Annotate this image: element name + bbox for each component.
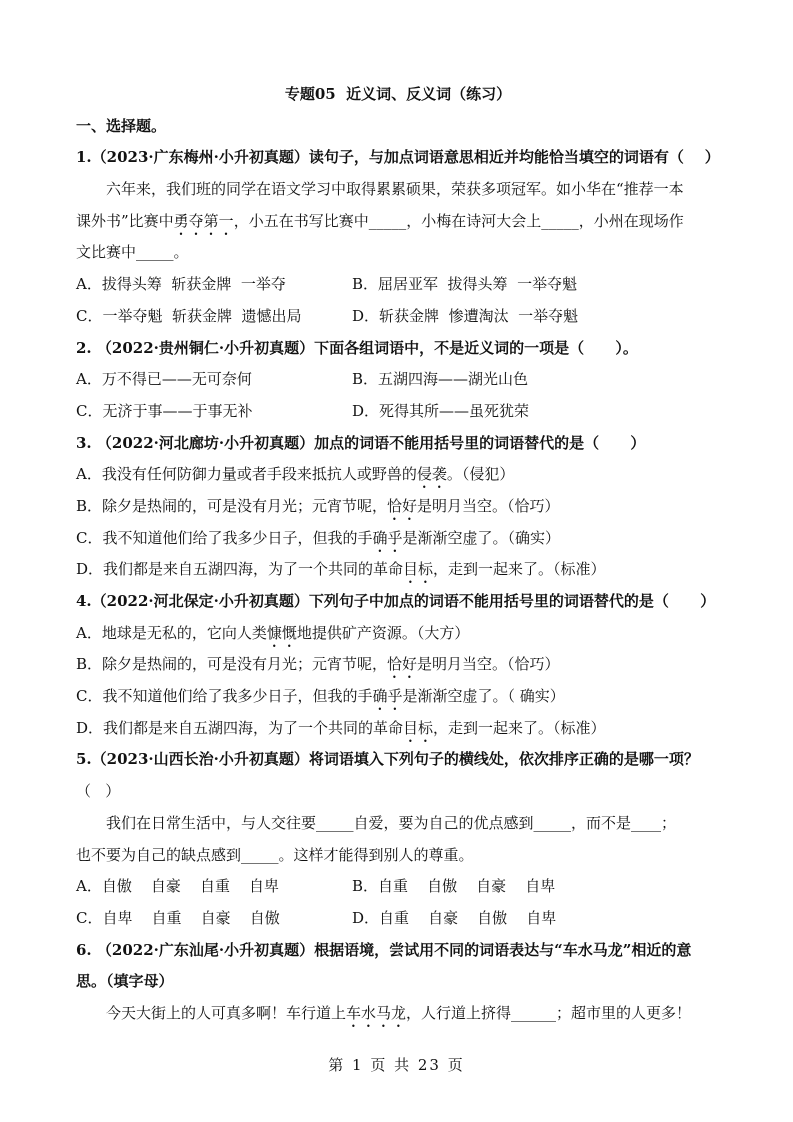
text-segment: 4.（2022·河北保定·小升初真题）下列句子中加点的词语不能用括号里的词语替代的是（ ） bbox=[76, 592, 716, 610]
emphasized-word: 恰好 bbox=[387, 655, 418, 674]
question-heading bbox=[76, 111, 720, 143]
text-segment: B．除夕是热闹的，可是没有月光；元宵节呢， bbox=[76, 496, 388, 515]
emphasized-word: 目标 bbox=[403, 718, 434, 737]
text-segment: 课外书”比赛中 bbox=[76, 211, 174, 230]
text-line bbox=[76, 776, 720, 808]
text-segment: 一、选择题。 bbox=[76, 116, 167, 135]
text-segment: D．我们都是来自五湖四海，为了一个共同的革命 bbox=[76, 718, 404, 737]
text-segment: 2. （2022·贵州铜仁·小升初真题）下面各组词语中，不是近义词的一项是（ ）。 bbox=[76, 338, 638, 357]
text-line bbox=[76, 491, 720, 523]
question-heading bbox=[76, 744, 720, 776]
options-row bbox=[76, 871, 720, 903]
text-segment: 是明月当空。（恰巧） bbox=[417, 496, 560, 515]
text-line bbox=[76, 840, 720, 872]
text-segment: A．我没有任何防御力量或者手段来抵抗人或野兽的 bbox=[76, 465, 417, 484]
emphasized-word: 勇夺第一 bbox=[173, 211, 234, 230]
option: D．死得其所——虽死犹荣 bbox=[352, 401, 530, 420]
emphasized-word: 侵袭 bbox=[416, 465, 447, 484]
option: C．无济于事——于事无补 bbox=[76, 401, 253, 420]
question-heading bbox=[76, 966, 720, 998]
text-segment: 是明月当空。（恰巧） bbox=[417, 655, 560, 674]
text-segment: 3. （2022·河北廊坊·小升初真题）加点的词语不能用括号里的词语替代的是（ ） bbox=[76, 433, 646, 452]
question-heading bbox=[76, 142, 720, 174]
emphasized-word: 确乎 bbox=[372, 687, 403, 706]
text-segment: 思。（填字母） bbox=[76, 972, 174, 991]
document-body bbox=[76, 79, 720, 1030]
text-line bbox=[76, 237, 720, 269]
text-line bbox=[76, 713, 720, 745]
option: B．五湖四海——湖光山色 bbox=[352, 370, 529, 389]
text-line bbox=[76, 459, 720, 491]
text-segment: 5.（2023·山西长治·小升初真题）将词语填入下列句子的横线处，依次排序正确的是哪一项？ bbox=[76, 750, 699, 769]
text-segment: （ ） bbox=[76, 782, 121, 801]
text-line bbox=[76, 554, 720, 586]
text-line bbox=[76, 174, 720, 206]
text-segment: 也不要为自己的缺点感到_____。这样才能得到别人的尊重。 bbox=[76, 845, 474, 864]
text-line bbox=[76, 808, 720, 840]
page-title bbox=[76, 79, 720, 111]
emphasized-word: 慷慨 bbox=[266, 623, 297, 642]
question-heading bbox=[76, 935, 720, 967]
text-segment: 今天大街上的人可真多啊！车行道上 bbox=[106, 1003, 347, 1022]
options-row bbox=[76, 269, 720, 301]
text-segment: 我们在日常生活中，与人交往要_____自爱，要为自己的优点感到_____，而不是____； bbox=[106, 813, 677, 832]
text-segment: 6. （2022·广东汕尾·小升初真题）根据语境，尝试用不同的词语表达与“车水马龙”相近的意 bbox=[76, 940, 692, 959]
question-heading bbox=[76, 333, 720, 365]
text-line bbox=[76, 206, 720, 238]
option: C．一举夺魁 斩获金牌 遗憾出局 bbox=[76, 306, 302, 325]
option: A．自傲 自豪 自重 自卑 bbox=[76, 877, 280, 896]
emphasized-word: 恰好 bbox=[387, 496, 418, 515]
emphasized-word: 目标 bbox=[403, 560, 434, 579]
text-segment: 。（侵犯） bbox=[446, 465, 515, 484]
text-line bbox=[76, 618, 720, 650]
text-segment: ，走到一起来了。（标准） bbox=[433, 718, 606, 737]
option: D．斩获金牌 惨遭淘汰 一举夺魁 bbox=[352, 306, 579, 325]
text-line bbox=[76, 523, 720, 555]
text-segment: B．除夕是热闹的，可是没有月光；元宵节呢， bbox=[76, 655, 388, 674]
text-segment: 地提供矿产资源。（大方） bbox=[296, 623, 470, 642]
option: C．自卑 自重 自豪 自傲 bbox=[76, 908, 280, 927]
emphasized-word: 车水马龙 bbox=[346, 1003, 407, 1022]
text-segment: A．地球是无私的，它向人类 bbox=[76, 623, 267, 642]
question-heading bbox=[76, 428, 720, 460]
text-line bbox=[76, 649, 720, 681]
option: D．自重 自豪 自傲 自卑 bbox=[352, 908, 557, 927]
text-line bbox=[76, 998, 720, 1030]
option: A．万不得已——无可奈何 bbox=[76, 370, 252, 389]
options-row bbox=[76, 301, 720, 333]
text-segment: 1.（2023·广东梅州·小升初真题）读句子，与加点词语意思相近并均能恰当填空的词语有（ ） bbox=[76, 148, 720, 167]
emphasized-word: 确乎 bbox=[372, 528, 403, 547]
text-segment: C．我不知道他们给了我多少日子，但我的手 bbox=[76, 687, 373, 706]
text-line bbox=[76, 681, 720, 713]
option: B．屈居亚军 拔得头筹 一举夺魁 bbox=[352, 275, 578, 294]
options-row bbox=[76, 396, 720, 428]
question-heading bbox=[76, 586, 720, 618]
text-segment: 是渐渐空虚了。（ 确实） bbox=[402, 687, 565, 706]
option: B．自重 自傲 自豪 自卑 bbox=[352, 877, 556, 896]
text-segment: ，人行道上挤得______；超市里的人更多！ bbox=[406, 1003, 692, 1022]
text-segment: 专题05 近义词、反义词（练习） bbox=[284, 85, 512, 103]
text-segment: 是渐渐空虚了。（确实） bbox=[402, 528, 561, 547]
page-footer: 第 1 页 共 23 页 bbox=[328, 1056, 465, 1074]
options-row bbox=[76, 364, 720, 396]
text-segment: 文比赛中_____。 bbox=[76, 243, 189, 262]
text-segment: D．我们都是来自五湖四海，为了一个共同的革命 bbox=[76, 560, 404, 579]
text-segment: 六年来，我们班的同学在语文学习中取得累累硕果，荣获多项冠军。如小华在“推荐一本 bbox=[106, 180, 684, 199]
options-row bbox=[76, 903, 720, 935]
text-segment: ，走到一起来了。（标准） bbox=[433, 560, 606, 579]
text-segment: ，小五在书写比赛中_____，小梅在诗河大会上_____，小州在现场作 bbox=[233, 211, 684, 230]
text-segment: C．我不知道他们给了我多少日子，但我的手 bbox=[76, 528, 373, 547]
option: A．拔得头筹 斩获金牌 一举夺 bbox=[76, 275, 286, 294]
